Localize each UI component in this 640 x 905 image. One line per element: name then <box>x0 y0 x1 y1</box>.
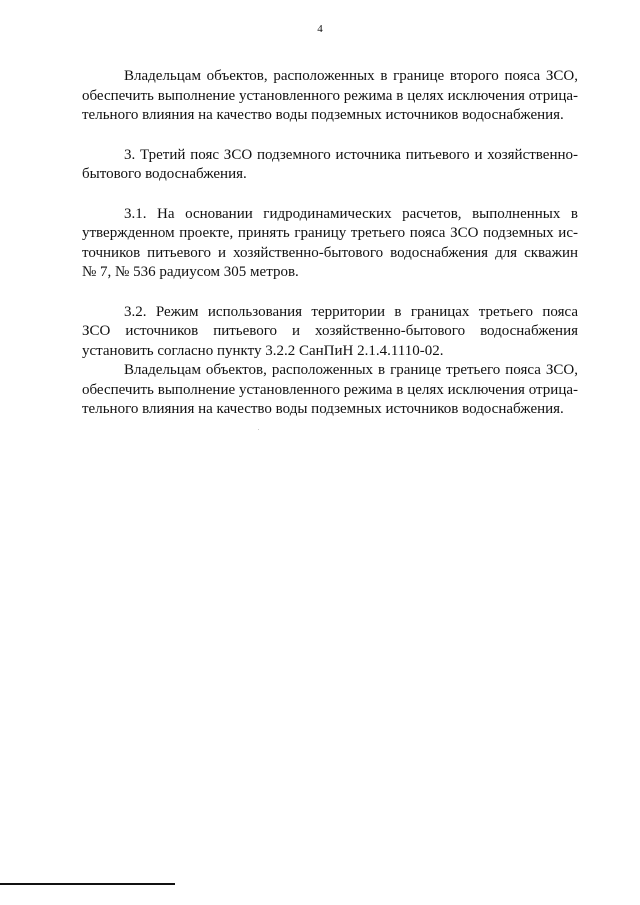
paragraph-gap <box>82 126 578 146</box>
footer-rule <box>0 883 175 885</box>
document-body <box>82 67 578 420</box>
text-line: обеспечить выполнение установленного режима в целях исключения отрица- <box>82 87 578 104</box>
paragraph-3-2 <box>82 303 578 420</box>
text-line: Владельцам объектов, расположенных в границе второго пояса ЗСО, <box>124 68 578 84</box>
text-line: Владельцам объектов, расположенных в границе третьего пояса ЗСО, <box>124 362 578 378</box>
text-line: установить согласно пункту 3.2.2 СанПиН 2.1.4.1110-02. <box>82 342 444 359</box>
text-line: утвержденном проекте, принять границу третьего пояса ЗСО подземных ис- <box>82 225 578 241</box>
text-line: 3.1. На основании гидродинамических расчетов, выполненных в <box>124 205 578 222</box>
paragraph-gap <box>82 283 578 303</box>
text-line: точников питьевого и хозяйственно-бытового водоснабжения для скважин <box>82 244 578 261</box>
paragraph-gap <box>82 185 578 205</box>
scan-speck <box>258 429 259 430</box>
text-line: 3.2. Режим использования территории в границах третьего пояса <box>124 303 578 320</box>
text-line: 3. Третий пояс ЗСО подземного источника питьевого и хозяйственно- <box>124 146 578 163</box>
text-line: ЗСО источников питьевого и хозяйственно-бытового водоснабжения <box>82 323 578 339</box>
text-line: тельного влияния на качество воды подземных источников водоснабжения. <box>82 107 564 123</box>
page-number: 4 <box>317 23 323 35</box>
text-line: бытового водоснабжения. <box>82 166 247 182</box>
section-3-heading <box>82 146 578 185</box>
paragraph-3-1 <box>82 205 578 283</box>
paragraph-second-belt-owners <box>82 67 578 126</box>
text-line: тельного влияния на качество воды подземных источников водоснабжения. <box>82 401 564 417</box>
text-line: обеспечить выполнение установленного режима в целях исключения отрица- <box>82 381 578 398</box>
text-line: № 7, № 536 радиусом 305 метров. <box>82 264 299 280</box>
